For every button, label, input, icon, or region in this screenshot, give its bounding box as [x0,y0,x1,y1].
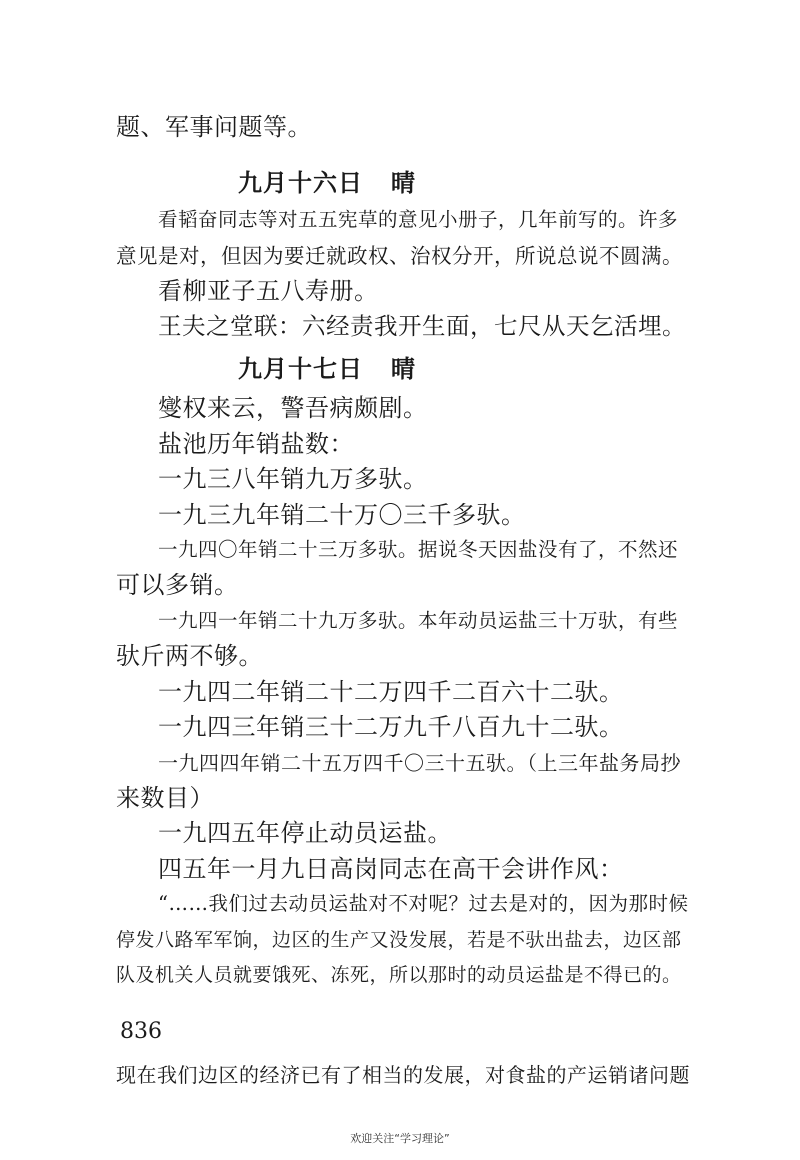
text-line: 题、军事问题等。 [116,113,312,141]
heading-weather: 晴 [391,168,416,197]
diary-heading-sep16 [238,168,416,198]
footer-caption: 欢迎关注“学习理论” [350,1132,450,1145]
text-line: 一九三八年销九万多驮。 [158,465,428,493]
quote-line: 停发八路军军饷，边区的生产又没发展，若是不驮出盐去，边区部 [116,929,682,951]
heading-date: 九月十七日 [238,354,363,383]
text-line: 一九四〇年销二十三万多驮。据说冬天因盐没有了，不然还 [158,538,679,561]
text-line: 一九三九年销二十万〇三千多驮。 [158,501,526,529]
text-line: 看柳亚子五八寿册。 [158,277,379,305]
quote-line: 现在我们边区的经济已有了相当的发展，对食盐的产运销诸问题 [116,1063,690,1087]
heading-date: 九月十六日 [238,168,363,197]
text-line: 王夫之堂联：六经责我开生面，七尺从天乞活埋。 [158,312,686,340]
text-line: 盐池历年销盐数： [158,430,354,458]
text-line: 一九四四年销二十五万四千〇三十五驮。（上三年盐务局抄 [158,751,681,775]
text-line: 一九四三年销三十二万九千八百九十二驮。 [158,713,624,741]
quote-line: “……我们过去动员运盐对不对呢？过去是对的，因为那时候 [158,892,689,915]
heading-weather: 晴 [391,354,416,383]
text-line: 意见是对，但因为要迁就政权、治权分开，所说总说不圆满。 [116,244,683,268]
text-line: 一九四二年销二十二万四千二百六十二驮。 [158,678,624,706]
text-line: 看韬奋同志等对五五宪草的意见小册子，几年前写的。许多 [158,208,679,231]
diary-heading-sep17 [238,354,416,384]
page-number: 836 [120,1019,162,1044]
text-line: 来数目） [116,784,214,812]
text-line: 驮斤两不够。 [116,642,263,670]
text-line: 一九四五年停止动员运盐。 [158,819,452,847]
text-line: 可以多销。 [116,571,239,599]
text-line: 一九四一年销二十九万多驮。本年动员运盐三十万驮，有些 [158,609,679,632]
text-line: 燮权来云，警吾病颇剧。 [158,394,428,422]
text-line: 四五年一月九日高岗同志在高干会讲作风： [158,855,624,883]
quote-line: 队及机关人员就要饿死、冻死，所以那时的动员运盐是不得已的。 [116,964,682,986]
